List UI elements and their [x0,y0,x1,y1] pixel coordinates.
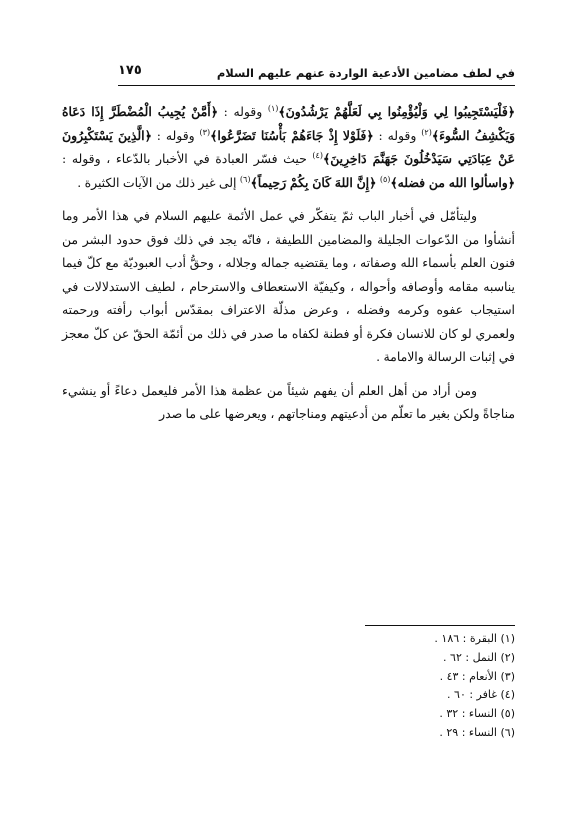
footnote-ref-1: (١) [267,103,279,113]
footnote-item: (٢) النمل : ٦٢ . [443,650,515,664]
quran-quote-1: ﴿فَلْيَسْتَجِيبُوا لِي وَلْيُؤْمِنُوا بِي لَعَلَّهُمْ يَرْشُدُونَ﴾ [278,104,516,119]
text-segment: حيث فسّر العبادة في الأخبار بالدّعاء ، وقوله : [62,151,313,166]
quran-quote-5: ﴿واسألوا الله من فضله﴾ [390,174,515,190]
running-header [118,63,515,86]
footnote-item: (٣) الأنعام : ٤٣ . [439,669,515,683]
footnote-ref-4: (٤) [312,150,323,160]
footnote-item: (٥) النساء : ٣٢ . [439,707,515,721]
quran-quote-6: ﴿إِنَّ اللهَ كَانَ بِكُمْ رَحِيماً﴾ [250,174,377,190]
footnotes [215,630,515,743]
text-segment: إلى غير ذلك من الآيات الكثيرة . [77,174,240,190]
main-text [62,100,515,426]
footnote-separator [365,625,515,626]
footnote-ref-2: (٢) [421,127,432,137]
text-segment: وقوله : [373,127,422,143]
footnote-item: (١) البقرة : ١٨٦ . [434,632,515,645]
quran-quote-3: ﴿فَلَوْلا إِذْ جَاءَهُمْ بَأْسُنَا تَضَرَّعُوا﴾ [210,127,374,143]
text-segment: وقوله : [217,104,268,119]
footnote-item: (٦) النساء : ٢٩ . [439,725,515,739]
footnote-ref-6: (٦) [239,174,251,184]
page-number: ١٧٥ [118,63,142,78]
text-segment: وقوله : [151,127,200,143]
footnote-ref-3: (٣) [199,127,211,137]
header-title: في لطف مضامين الأدعية الواردة عنهم عليهم السلام [216,66,515,80]
paragraph-3: ومن أراد من أهل العلم أن يفهم شيئاً من عظمة هذا الأمر فليعمل دعاءً أو ينشيء مناجاةً ولكن بغير ما تعلّم من أدعيتهم ومناجاتهم ، ويعرضها على ما صدر [62,382,515,421]
paragraph-1 [62,100,515,194]
quran-quote-4: ﴿الَّذِينَ يَسْتَكْبِرُونَ عَنْ عِبَادَتِي سَيَدْخُلُونَ جَهَنَّمَ دَاخِرِينَ﴾ [62,127,515,166]
footnote-ref-5: (٥) [379,174,391,184]
footnote-item: (٤) غافر : ٦٠ . [447,688,515,702]
quran-quote-2: ﴿أَمَّنْ يُجِيبُ الْمُضْطَرَّ إِذَا دَعَاهُ وَيَكْشِفُ السُّوءَ﴾ [62,104,516,143]
paragraph-2: وليتأمّل في أخبار الباب ثمّ يتفكّر في عمل الأئمة عليهم السلام في هذا الأمر وما أنشأوا من الدّعوات الجليلة والمضامين اللطيفة ، فانّه يجد في ذلك فوق حدود البشر من فنون العلم بأسماء الله وصفاته ، وما يقتضيه جماله وجلاله ، وحقُّ أدب العبوديّة مع كلّ فيما يناسبه مقامه وأوصافه وأحواله ، وكيفيّة الاستعطاف والاسترحام ، لطيف الاستدلالات في استيجاب عفوه وكرمه وفضله ، وعرض مذلّة الاعتراف بمقدّس أبواب رأفته ورحمته ولعمري لو كان للانسان فكرة أو فطنة لكفاه ما صدر في ذلك من أئمّة الحقّ عن كلّ معجز في إثبات الرسالة والامامة . [62,208,515,364]
